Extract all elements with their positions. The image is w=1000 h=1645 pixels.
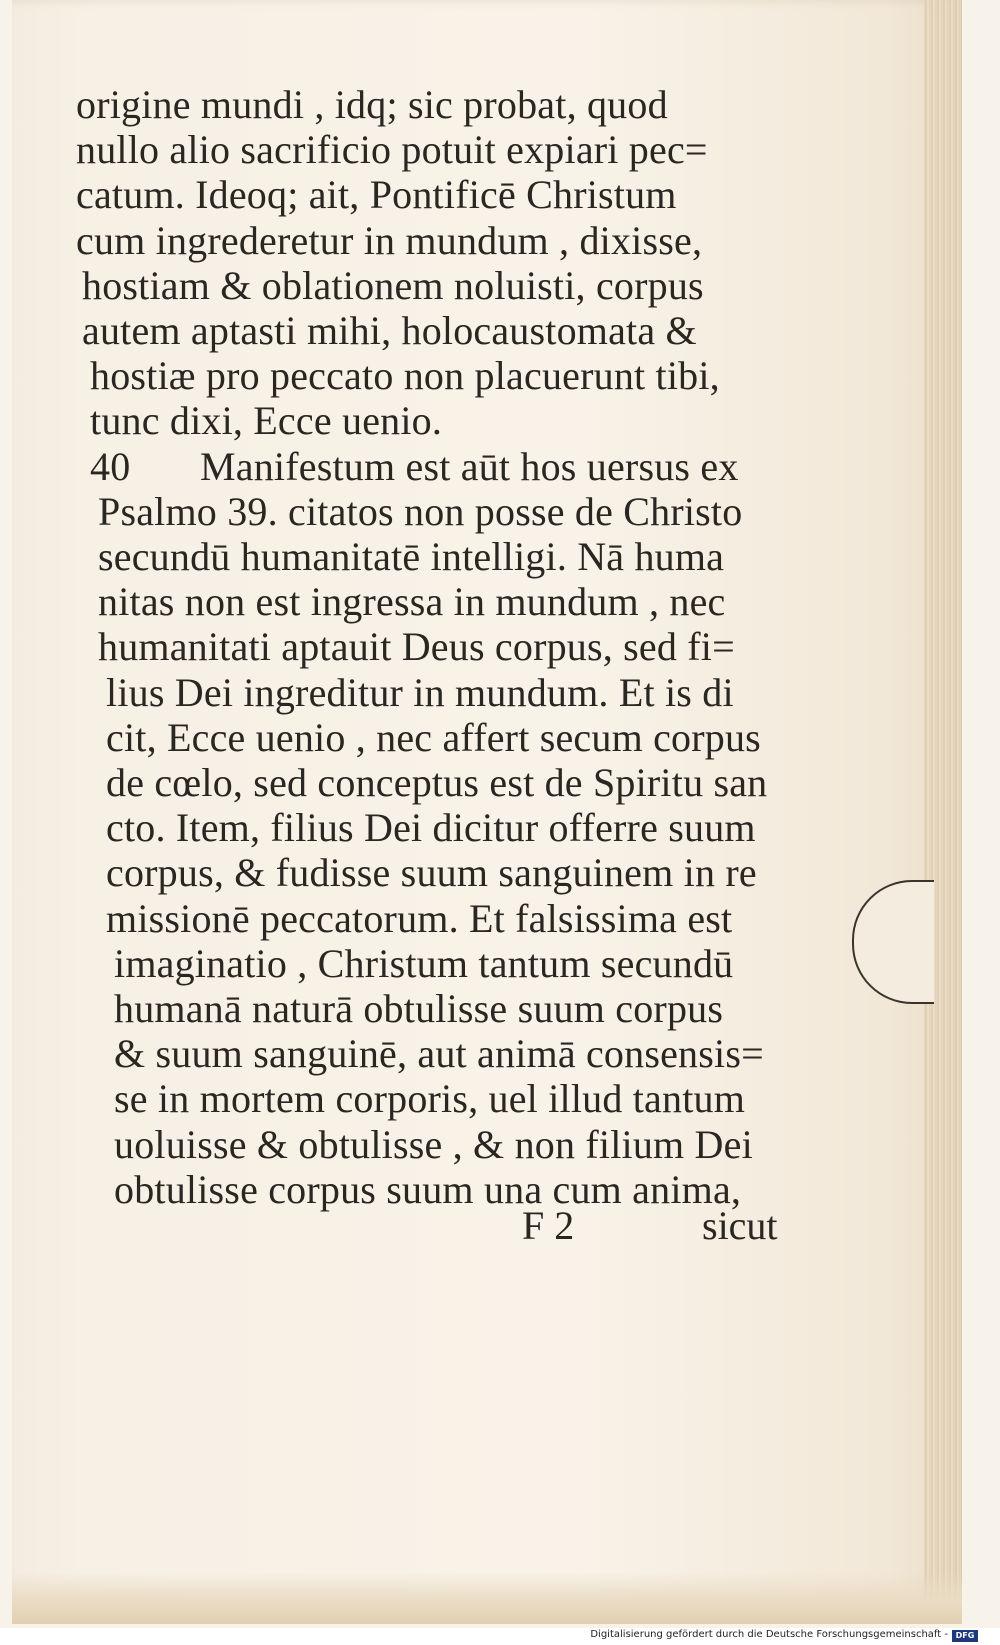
main-text-block: [76, 82, 811, 1212]
text-line: hostiam & oblationem noluisti, corpus: [82, 262, 704, 308]
book-page: [12, 0, 962, 1624]
text-line: origine mundi , idq; sic probat, quod: [76, 82, 668, 127]
text-line: secundū humanitatē intelligi. Nā huma: [98, 534, 725, 580]
text-line: & suum sanguinē, aut animā consensis=: [114, 1031, 764, 1077]
text-line-with-number: [76, 444, 811, 489]
signature-mark: F 2: [522, 1203, 575, 1248]
credit-text: Digitalisierung gefördert durch die Deutsche Forschungsgemeinschaft -: [590, 1629, 948, 1640]
text-line: de cœlo, sed conceptus est de Spiritu san: [106, 760, 768, 806]
text-line: humanitati aptauit Deus corpus, sed fi=: [98, 624, 735, 670]
text-line: nitas non est ingressa in mundum , nec: [98, 579, 726, 625]
page-tab-marker: [852, 880, 934, 1004]
text-line: cum ingrederetur in mundum , dixisse,: [76, 217, 703, 263]
text-line: cit, Ecce uenio , nec affert secum corpus: [106, 714, 761, 760]
text-line: obtulisse corpus suum una cum anima,: [114, 1166, 742, 1212]
text-line: Psalmo 39. citatos non posse de Christo: [98, 488, 743, 534]
text-line: lius Dei ingreditur in mundum. Et is di: [106, 669, 734, 715]
text-line: missionē peccatorum. Et falsissima est: [106, 895, 733, 941]
text-line: tunc dixi, Ecce uenio.: [90, 398, 443, 444]
page-edge: [924, 0, 962, 1624]
text-line: catum. Ideoq; ait, Pontificē Christum: [76, 172, 677, 218]
text-line: hostiæ pro peccato non placuerunt tibi,: [90, 353, 720, 399]
text-line: cto. Item, filius Dei dicitur offerre suum: [106, 805, 756, 851]
text-line: imaginatio , Christum tantum secundū: [114, 940, 734, 986]
text-line: corpus, & fudisse suum sanguinem in re: [106, 850, 757, 896]
dfg-logo: DFG: [952, 1630, 978, 1642]
page-bottom-edge: [12, 1572, 962, 1624]
section-number: 40: [90, 443, 131, 489]
text-line: uoluisse & obtulisse , & non filium Dei: [114, 1121, 753, 1167]
digitization-credit-bar: [0, 1628, 1000, 1645]
catchword: sicut: [702, 1203, 778, 1248]
page-footer: [12, 1202, 812, 1252]
text-line: autem aptasti mihi, holocaustomata &: [82, 308, 697, 354]
text-line: humanā naturā obtulisse suum corpus: [114, 986, 724, 1032]
text-line: se in mortem corporis, uel illud tantum: [114, 1076, 746, 1122]
text-line: nullo alio sacrificio potuit expiari pec=: [76, 127, 708, 173]
text-line: Manifestum est aūt hos uersus ex: [200, 443, 739, 489]
